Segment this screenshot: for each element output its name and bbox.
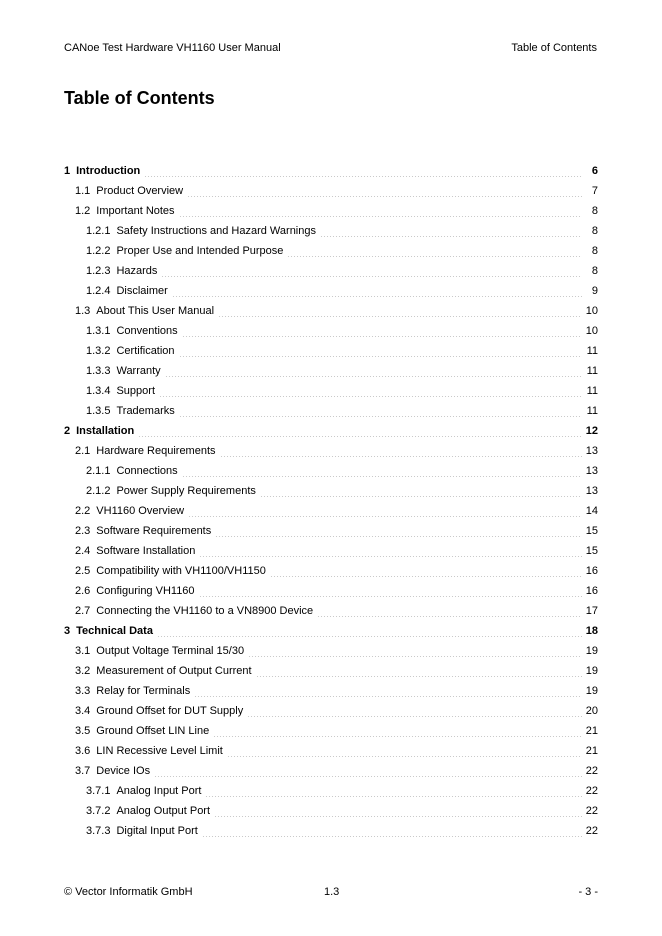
toc-entry-1-1[interactable] (64, 181, 598, 201)
toc-entry-number: 3 (64, 625, 71, 637)
toc-dot-leader (161, 276, 582, 277)
toc-entry-3-3[interactable] (64, 681, 598, 701)
toc-entry-title[interactable]: Power Supply Requirements (116, 485, 256, 497)
footer-version: 1.3 (324, 886, 340, 898)
toc-dot-leader (202, 836, 582, 837)
toc-dot-leader (187, 196, 582, 197)
toc-dot-leader (215, 536, 582, 537)
toc-entry-1-2-1[interactable] (64, 221, 598, 241)
toc-dot-leader (179, 216, 582, 217)
page-header (64, 41, 597, 55)
toc-entry-page: 13 (585, 485, 598, 497)
toc-entry-number: 3.1 (75, 645, 91, 657)
toc-dot-leader (260, 496, 582, 497)
toc-entry-number: 1.3.4 (86, 385, 111, 397)
toc-entry-number: 2.2 (75, 505, 91, 517)
toc-dot-leader (188, 516, 582, 517)
toc-entry-page: 8 (591, 265, 598, 277)
toc-entry-title[interactable]: Installation (76, 425, 135, 437)
toc-dot-leader (138, 436, 582, 437)
toc-dot-leader (213, 736, 582, 737)
toc-dot-leader (247, 716, 582, 717)
toc-entry-number: 1.2 (75, 205, 91, 217)
toc-entry-page: 11 (586, 405, 598, 417)
toc-entry-page: 14 (585, 505, 598, 517)
toc-dot-leader (248, 656, 582, 657)
toc-entry-title[interactable]: Analog Input Port (116, 785, 202, 797)
toc-entry-number: 1.2.2 (86, 245, 111, 257)
toc-dot-leader (220, 456, 582, 457)
toc-entry-3-1[interactable] (64, 641, 598, 661)
page-title: Table of Contents (64, 88, 215, 108)
toc-entry-2-1-2[interactable] (64, 481, 598, 501)
toc-entry-page: 19 (585, 685, 598, 697)
toc-entry-number: 1.3.1 (86, 325, 111, 337)
toc-entry-page: 8 (591, 225, 598, 237)
toc-dot-leader (227, 756, 582, 757)
toc-entry-title[interactable]: Warranty (116, 365, 161, 377)
toc-entry-page: 22 (585, 805, 598, 817)
toc-entry-2-4[interactable] (64, 541, 598, 561)
toc-dot-leader (317, 616, 582, 617)
toc-entry-title[interactable]: Hazards (116, 265, 158, 277)
toc-entry-2-7[interactable] (64, 601, 598, 621)
toc-entry-number: 1.3.3 (86, 365, 111, 377)
toc-dot-leader (154, 776, 582, 777)
toc-entry-3-6[interactable] (64, 741, 598, 761)
toc-entry-page: 8 (591, 245, 598, 257)
toc-entry-number: 3.7.1 (86, 785, 111, 797)
toc-dot-leader (179, 356, 582, 357)
toc-entry-page: 13 (585, 465, 598, 477)
toc-entry-title[interactable]: Technical Data (76, 625, 153, 637)
toc-dot-leader (199, 596, 582, 597)
toc-entry-page: 8 (591, 205, 598, 217)
toc-entry-title[interactable]: VH1160 Overview (96, 505, 185, 517)
toc-entry-number: 3.7 (75, 765, 91, 777)
toc-entry-1-3-4[interactable] (64, 381, 598, 401)
toc-dot-leader (287, 256, 582, 257)
toc-entry-title[interactable]: Support (116, 385, 155, 397)
toc-entry-title[interactable]: Introduction (76, 165, 141, 177)
toc-entry-number: 2.1.2 (86, 485, 111, 497)
toc-entry-number: 3.7.2 (86, 805, 111, 817)
toc-entry-page: 13 (585, 445, 598, 457)
toc-dot-leader (194, 696, 582, 697)
toc-entry-page: 21 (585, 725, 598, 737)
toc-dot-leader (182, 336, 582, 337)
toc-entry-page: 10 (585, 325, 598, 337)
toc-entry-number: 1 (64, 165, 71, 177)
toc-entry-title[interactable]: Relay for Terminals (96, 685, 191, 697)
header-section-title: Table of Contents (511, 42, 597, 54)
toc-entry-number: 2 (64, 425, 71, 437)
toc-entry-page: 12 (585, 425, 598, 437)
toc-dot-leader (172, 296, 582, 297)
toc-entry-title[interactable]: Trademarks (116, 405, 175, 417)
toc-entry-number: 1.2.3 (86, 265, 111, 277)
toc-entry-3-7[interactable] (64, 761, 598, 781)
toc-entry-number: 2.4 (75, 545, 91, 557)
toc-entry-number: 1.3 (75, 305, 91, 317)
toc-dot-leader (256, 676, 582, 677)
page-footer (64, 885, 598, 899)
toc-entry-title[interactable]: Certification (116, 345, 175, 357)
toc-entry-title[interactable]: Product Overview (96, 185, 184, 197)
toc-entry-number: 3.2 (75, 665, 91, 677)
toc-entry-title[interactable]: Conventions (116, 325, 178, 337)
toc-entry-title[interactable]: Analog Output Port (116, 805, 211, 817)
toc-entry-1-3[interactable] (64, 301, 598, 321)
toc-entry-page: 11 (586, 385, 598, 397)
toc-entry-title[interactable]: LIN Recessive Level Limit (96, 745, 223, 757)
toc-entry-2-6[interactable] (64, 581, 598, 601)
toc-entry-title[interactable]: Software Installation (96, 545, 196, 557)
toc-entry-page: 19 (585, 665, 598, 677)
toc-entry-2-2[interactable] (64, 501, 598, 521)
toc-entry-number: 1.2.4 (86, 285, 111, 297)
toc-dot-leader (214, 816, 582, 817)
header-document-title: CANoe Test Hardware VH1160 User Manual (64, 42, 281, 54)
toc-entry-2-3[interactable] (64, 521, 598, 541)
toc-entry-1[interactable] (64, 161, 598, 181)
toc-entry-1-3-5[interactable] (64, 401, 598, 421)
toc-entry-title[interactable]: Connections (116, 465, 178, 477)
toc-entry-page: 16 (585, 565, 598, 577)
toc-entry-page: 20 (585, 705, 598, 717)
toc-entry-number: 3.7.3 (86, 825, 111, 837)
toc-entry-number: 2.5 (75, 565, 91, 577)
toc-dot-leader (182, 476, 582, 477)
toc-dot-leader (218, 316, 582, 317)
toc-entry-number: 2.7 (75, 605, 91, 617)
toc-entry-1-3-1[interactable] (64, 321, 598, 341)
toc-entry-number: 2.1 (75, 445, 91, 457)
toc-entry-page: 22 (585, 785, 598, 797)
toc-entry-number: 1.3.2 (86, 345, 111, 357)
toc-entry-number: 1.3.5 (86, 405, 111, 417)
toc-entry-3-4[interactable] (64, 701, 598, 721)
toc-entry-title[interactable]: Compatibility with VH1100/VH1150 (96, 565, 266, 577)
toc-entry-title[interactable]: Proper Use and Intended Purpose (116, 245, 284, 257)
toc-entry-page: 15 (585, 525, 598, 537)
toc-entry-2-1[interactable] (64, 441, 598, 461)
toc-entry-page: 11 (586, 345, 598, 357)
toc-entry-1-2-4[interactable] (64, 281, 598, 301)
toc-dot-leader (144, 176, 582, 177)
toc-dot-leader (165, 376, 582, 377)
toc-entry-title[interactable]: Ground Offset LIN Line (96, 725, 210, 737)
toc-entry-2[interactable] (64, 421, 598, 441)
toc-entry-3-7-1[interactable] (64, 781, 598, 801)
toc-entry-title[interactable]: Important Notes (96, 205, 175, 217)
toc-entry-3-5[interactable] (64, 721, 598, 741)
toc-entry-1-2[interactable] (64, 201, 598, 221)
toc-entry-title[interactable]: Safety Instructions and Hazard Warnings (116, 225, 316, 237)
toc-entry-page: 16 (585, 585, 598, 597)
toc-entry-number: 1.2.1 (86, 225, 111, 237)
toc-dot-leader (270, 576, 582, 577)
footer-page-number: - 3 - (578, 886, 598, 898)
toc-entry-number: 3.3 (75, 685, 91, 697)
toc-dot-leader (320, 236, 582, 237)
toc-dot-leader (205, 796, 581, 797)
toc-entry-number: 1.1 (75, 185, 91, 197)
toc-entry-1-3-2[interactable] (64, 341, 598, 361)
toc-entry-number: 2.6 (75, 585, 91, 597)
toc-entry-page: 9 (591, 285, 598, 297)
toc-entry-page: 22 (585, 825, 598, 837)
toc-entry-page: 19 (585, 645, 598, 657)
toc-entry-2-5[interactable] (64, 561, 598, 581)
toc-entry-number: 3.5 (75, 725, 91, 737)
toc-entry-2-1-1[interactable] (64, 461, 598, 481)
toc-entry-page: 15 (585, 545, 598, 557)
toc-entry-3-2[interactable] (64, 661, 598, 681)
toc-entry-number: 2.3 (75, 525, 91, 537)
toc-entry-3[interactable] (64, 621, 598, 641)
toc-entry-title[interactable]: Output Voltage Terminal 15/30 (96, 645, 245, 657)
toc-dot-leader (199, 556, 581, 557)
toc-entry-number: 3.4 (75, 705, 91, 717)
toc-entry-1-2-2[interactable] (64, 241, 598, 261)
toc-dot-leader (159, 396, 582, 397)
toc-entry-1-2-3[interactable] (64, 261, 598, 281)
table-of-contents (64, 161, 598, 841)
toc-entry-title[interactable]: Software Requirements (96, 525, 212, 537)
toc-entry-page: 10 (585, 305, 598, 317)
toc-entry-title[interactable]: Disclaimer (116, 285, 168, 297)
toc-entry-title[interactable]: Ground Offset for DUT Supply (96, 705, 244, 717)
toc-dot-leader (179, 416, 582, 417)
toc-entry-page: 18 (585, 625, 598, 637)
toc-entry-page: 7 (591, 185, 598, 197)
toc-entry-3-7-3[interactable] (64, 821, 598, 841)
toc-entry-title[interactable]: Hardware Requirements (96, 445, 216, 457)
toc-entry-page: 6 (591, 165, 598, 177)
toc-entry-title[interactable]: Configuring VH1160 (96, 585, 195, 597)
toc-entry-title[interactable]: Device IOs (96, 765, 151, 777)
toc-entry-page: 21 (585, 745, 598, 757)
footer-copyright: © Vector Informatik GmbH (64, 886, 193, 898)
toc-entry-page: 17 (585, 605, 598, 617)
toc-entry-page: 22 (585, 765, 598, 777)
toc-dot-leader (157, 636, 582, 637)
toc-entry-page: 11 (586, 365, 598, 377)
toc-entry-title[interactable]: Connecting the VH1160 to a VN8900 Device (96, 605, 314, 617)
toc-entry-3-7-2[interactable] (64, 801, 598, 821)
toc-entry-title[interactable]: Digital Input Port (116, 825, 198, 837)
toc-entry-1-3-3[interactable] (64, 361, 598, 381)
toc-entry-number: 2.1.1 (86, 465, 111, 477)
toc-entry-number: 3.6 (75, 745, 91, 757)
toc-entry-title[interactable]: About This User Manual (96, 305, 215, 317)
toc-entry-title[interactable]: Measurement of Output Current (96, 665, 252, 677)
